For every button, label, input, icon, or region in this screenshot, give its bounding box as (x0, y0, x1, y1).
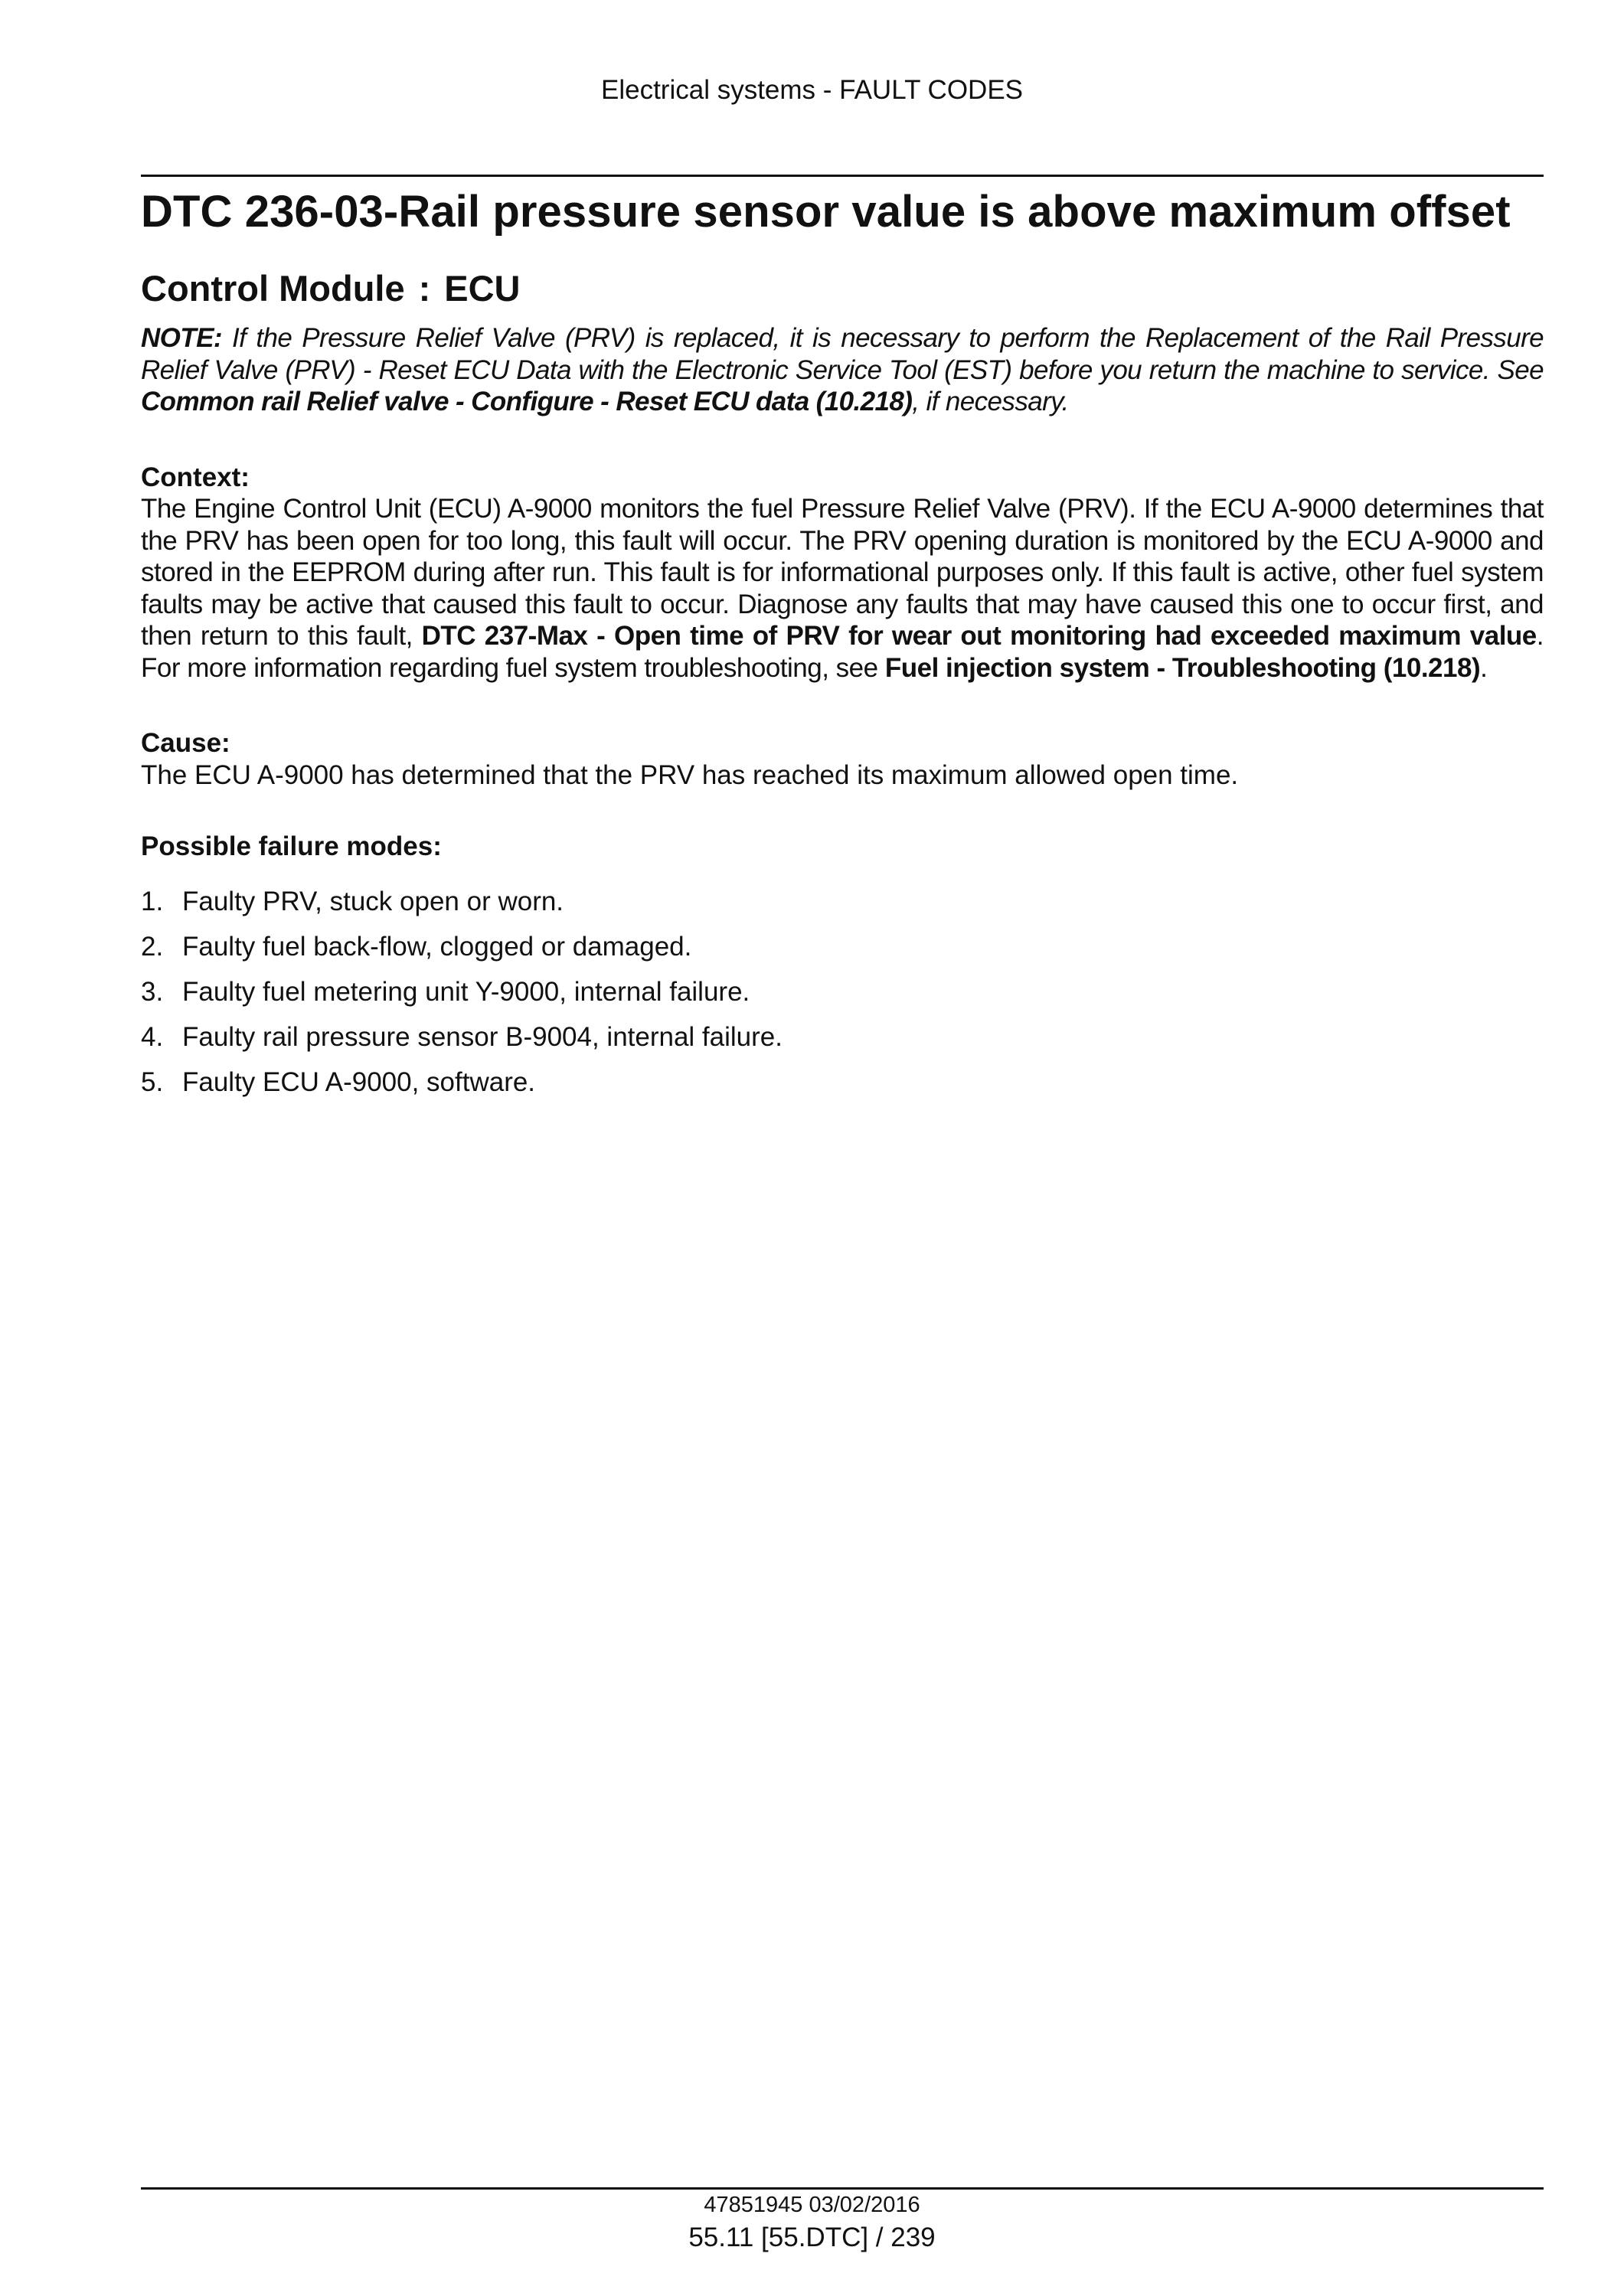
list-item (141, 976, 1544, 1008)
failure-modes-list (141, 886, 1544, 1099)
context-text: The Engine Control Unit (ECU) A-9000 monitors the fuel Pressure Relief Valve (PRV). If the ECU A-9000 determines that the PRV has been open for too long, this fault will occur. The PRV opening duration is monitored by the ECU A-9000 and stored in the EEPROM during after run. This fault is for informational purposes only. If this fault is active, other fuel system faults may be active that caused this fault to occur. Diagnose any faults that may have caused this one to occur first, and then return to this fault, (141, 494, 1544, 651)
page-content (141, 176, 1544, 1112)
control-module-value: ECU (444, 268, 521, 309)
context-paragraph (141, 493, 1544, 684)
footer-rule (141, 2187, 1544, 2190)
list-item (141, 1021, 1544, 1053)
list-item-number: 3. (141, 976, 164, 1007)
note-text-end: , if necessary. (912, 387, 1069, 416)
cause-label: Cause: (141, 728, 230, 758)
list-item-text: Faulty PRV, stuck open or worn. (182, 886, 564, 916)
control-module-heading (141, 266, 1544, 312)
page-reference: 55.11 [55.DTC] / 239 (688, 2223, 936, 2252)
control-module-label: Control Module (141, 268, 405, 309)
note-link[interactable]: Common rail Relief valve - Configure - Reset ECU data (10.218) (141, 387, 913, 416)
context-link-fuel-injection[interactable]: Fuel injection system - Troubleshooting (10.218) (884, 652, 1481, 683)
cause-text: The ECU A-9000 has determined that the PRV has reached its maximum allowed open time. (141, 759, 1239, 790)
list-item (141, 1066, 1544, 1099)
control-module-separator: : (418, 268, 431, 309)
note-label: NOTE: (141, 323, 222, 353)
list-item-number: 4. (141, 1021, 164, 1052)
context-text-middle: . For more information regarding fuel system troubleshooting, see (141, 621, 1544, 683)
context-label: Context: (141, 462, 250, 492)
running-header: Electrical systems - FAULT CODES (600, 75, 1024, 105)
page-title: DTC 236-03-Rail pressure sensor value is above maximum offset (141, 187, 1511, 237)
list-item-number: 1. (141, 886, 164, 916)
failure-modes-label: Possible failure modes: (141, 831, 442, 861)
context-link-dtc-237[interactable]: DTC 237-Max - Open time of PRV for wear out monitoring had exceeded maximum value (421, 621, 1537, 651)
list-item-text: Faulty rail pressure sensor B-9004, internal failure. (182, 1021, 783, 1052)
note-paragraph (141, 322, 1544, 418)
list-item (141, 931, 1544, 963)
list-item-number: 5. (141, 1066, 164, 1097)
list-item-number: 2. (141, 931, 164, 962)
list-item-text: Faulty fuel metering unit Y-9000, internal failure. (182, 976, 750, 1007)
document-code: 47851945 03/02/2016 (704, 2193, 920, 2217)
list-item (141, 886, 1544, 918)
list-item-text: Faulty fuel back-flow, clogged or damaged. (182, 931, 692, 962)
context-text-end: . (1480, 652, 1488, 683)
note-text: If the Pressure Relief Valve (PRV) is replaced, it is necessary to perform the Replacement of the Rail Pressure Relief Valve (PRV) - Reset ECU Data with the Electronic Service Tool (EST) before you return the machine to service. See (141, 323, 1544, 385)
list-item-text: Faulty ECU A-9000, software. (182, 1066, 536, 1097)
